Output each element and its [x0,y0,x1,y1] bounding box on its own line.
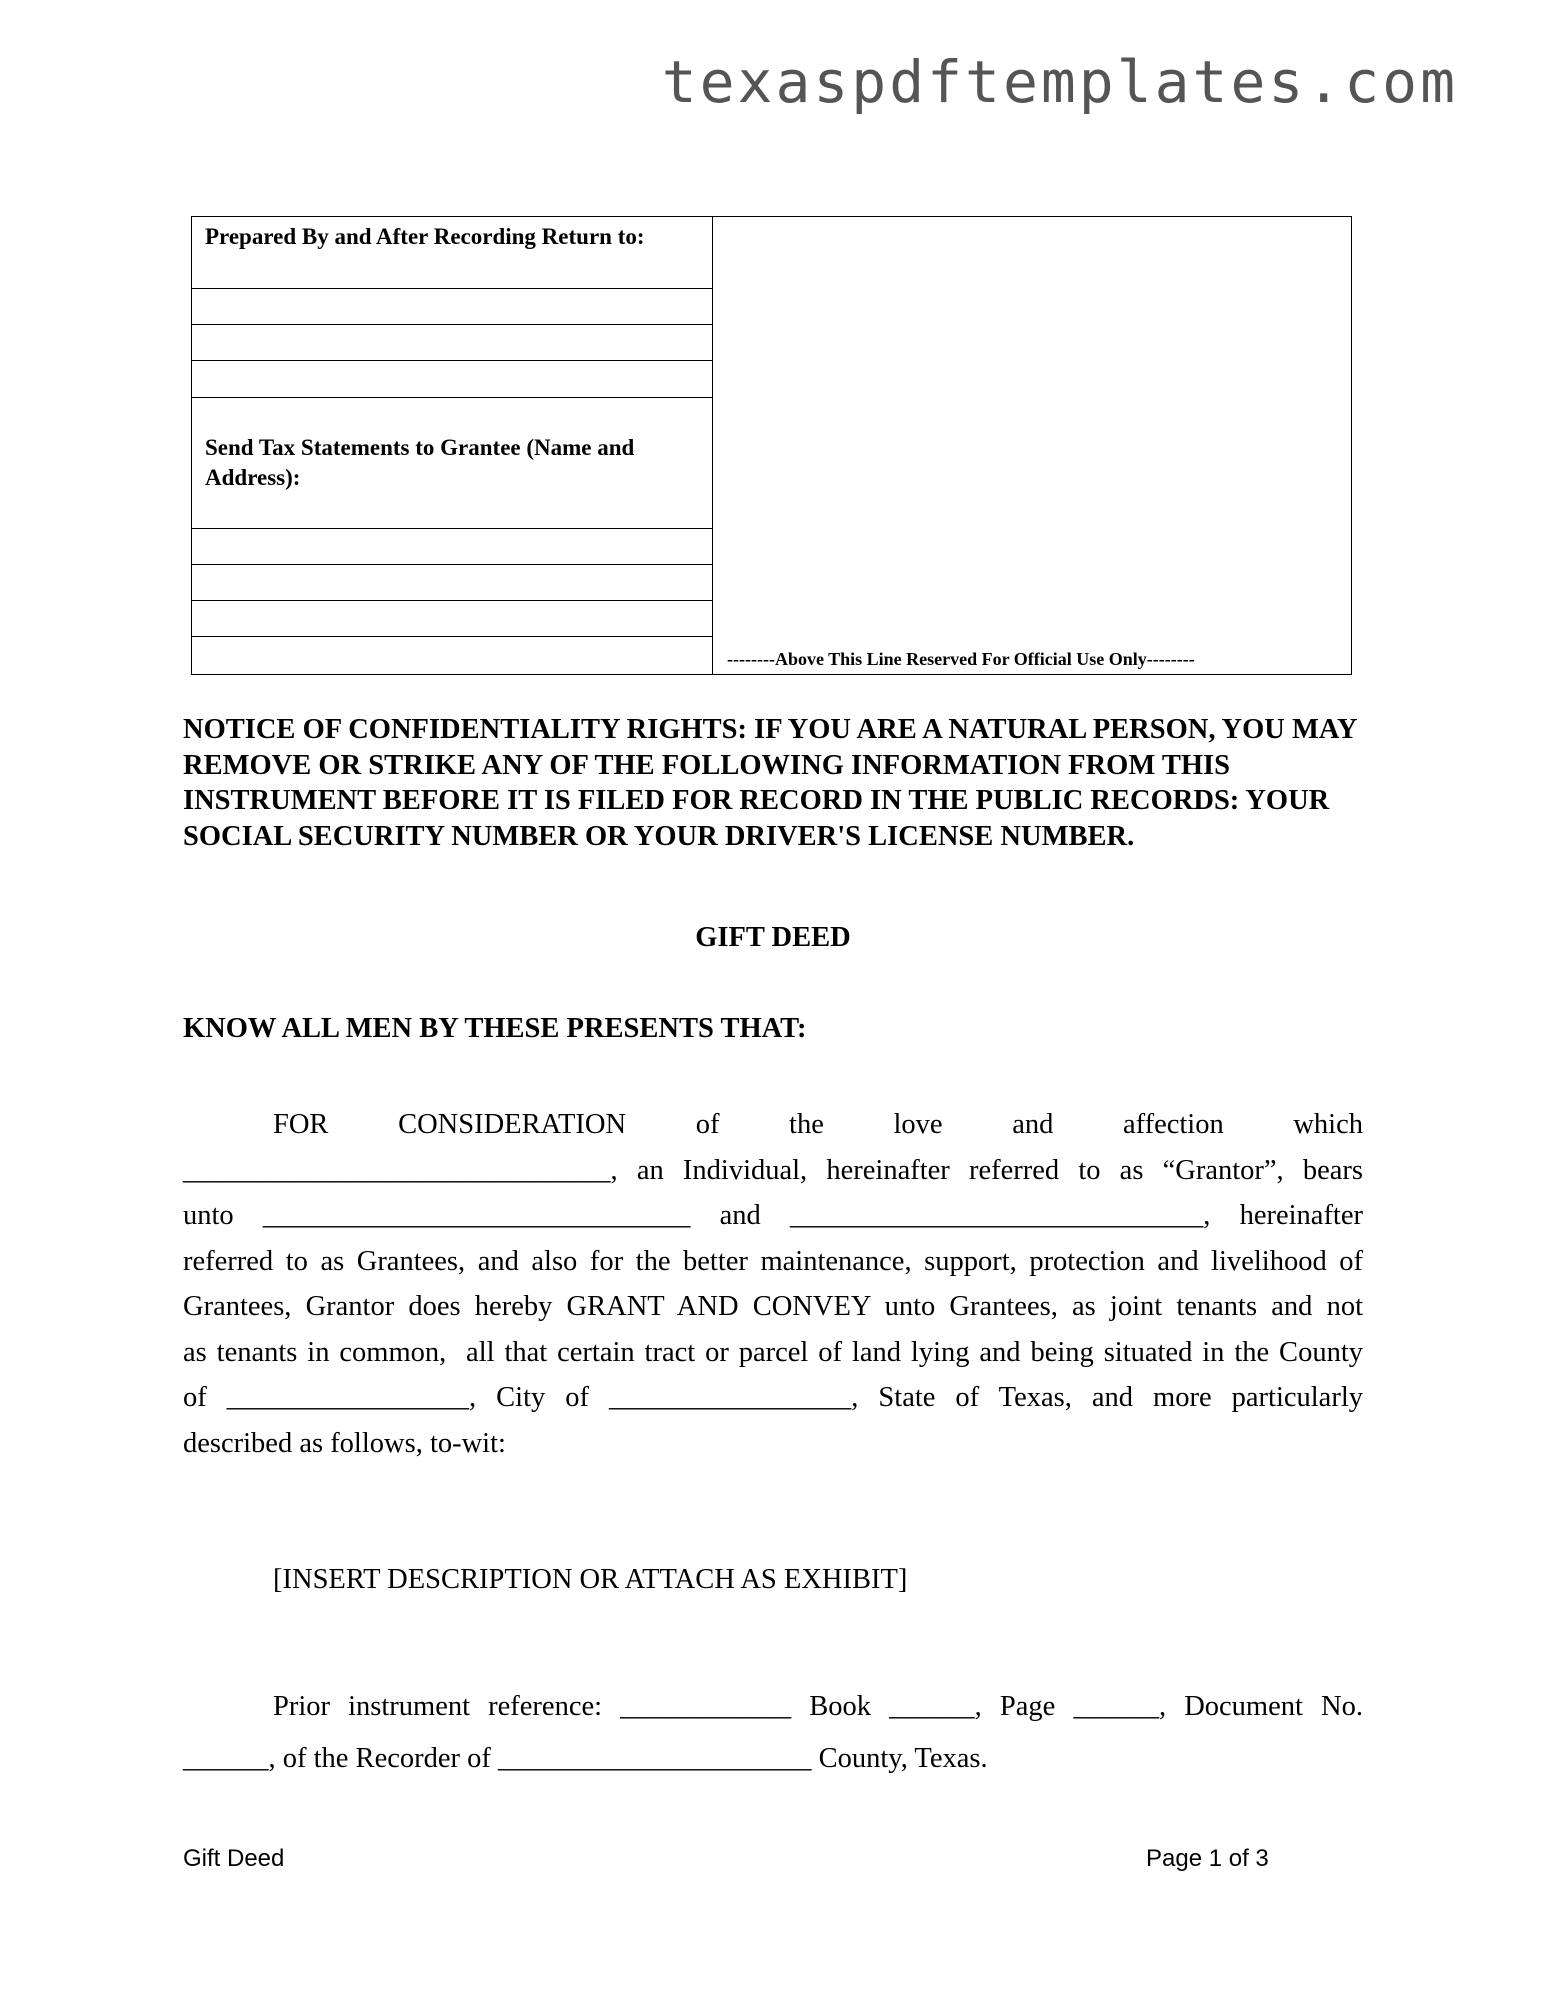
recording-info-column [192,217,713,674]
property-description-placeholder [183,1557,1363,1603]
consideration-line: of _________________, City of _________________, State of Texas, and more particularly [183,1382,1363,1413]
consideration-line: Grantees, Grantor does hereby GRANT AND CONVEY unto Grantees, as joint tenants and not [183,1291,1363,1322]
consideration-line: FOR CONSIDERATION of the love and affection which [273,1109,1363,1140]
watermark: texaspdftemplates.com [661,48,1458,116]
official-use-note: --------Above This Line Reserved For Official Use Only-------- [727,649,1195,669]
insert-description-text: [INSERT DESCRIPTION OR ATTACH AS EXHIBIT] [273,1564,908,1595]
grantee-address-line-4[interactable] [192,637,712,674]
grantee-address-line-3[interactable] [192,601,712,637]
grantee-address-line-1[interactable] [192,529,712,565]
consideration-line: unto ______________________________ and _____________________________, hereinafter [183,1200,1363,1231]
consideration-line: referred to as Grantees, and also for the better maintenance, support, protection and livelihood of [183,1245,1363,1277]
document-title: GIFT DEED [695,922,851,953]
tax-statements-cell [192,398,712,529]
prepared-by-cell [192,217,712,289]
consideration-paragraph [183,1102,1363,1466]
consideration-line: ______________________________, an Individual, hereinafter referred to as “Grantor”, bears [183,1154,1363,1186]
footer-page-number: Page 1 of 3 [1146,1845,1269,1872]
recording-header-box [191,216,1352,675]
prior-instrument-line: ______, of the Recorder of ______________________ County, Texas. [183,1742,988,1774]
return-address-line-2[interactable] [192,325,712,361]
prepared-by-label: Prepared By and After Recording Return to: [205,224,645,249]
confidentiality-notice: NOTICE OF CONFIDENTIALITY RIGHTS: IF YOU ARE A NATURAL PERSON, YOU MAY REMOVE OR STRIKE ANY OF THE FOLLOWING INFORMATION FROM THIS INSTRUMENT BEFORE IT IS FILED FOR RECORD IN THE PUBLIC RECORDS: YOUR SOCIAL SECURITY NUMBER OR YOUR DRIVER'S LICENSE NUMBER. [183,714,1357,852]
consideration-line: as tenants in common, all that certain tract or parcel of land lying and being situated in the County [183,1336,1363,1368]
tax-statements-label: Send Tax Statements to Grantee (Name and Address): [205,435,635,490]
consideration-line: described as follows, to-wit: [183,1427,506,1459]
know-all-heading: KNOW ALL MEN BY THESE PRESENTS THAT: [183,1013,807,1044]
footer-document-name: Gift Deed [183,1845,285,1872]
return-address-line-1[interactable] [192,289,712,325]
return-address-line-3[interactable] [192,361,712,398]
prior-instrument-line: Prior instrument reference: ____________ Book ______, Page ______, Document No. [273,1691,1363,1722]
prior-instrument-paragraph [183,1684,1363,1781]
grantee-address-line-2[interactable] [192,565,712,601]
